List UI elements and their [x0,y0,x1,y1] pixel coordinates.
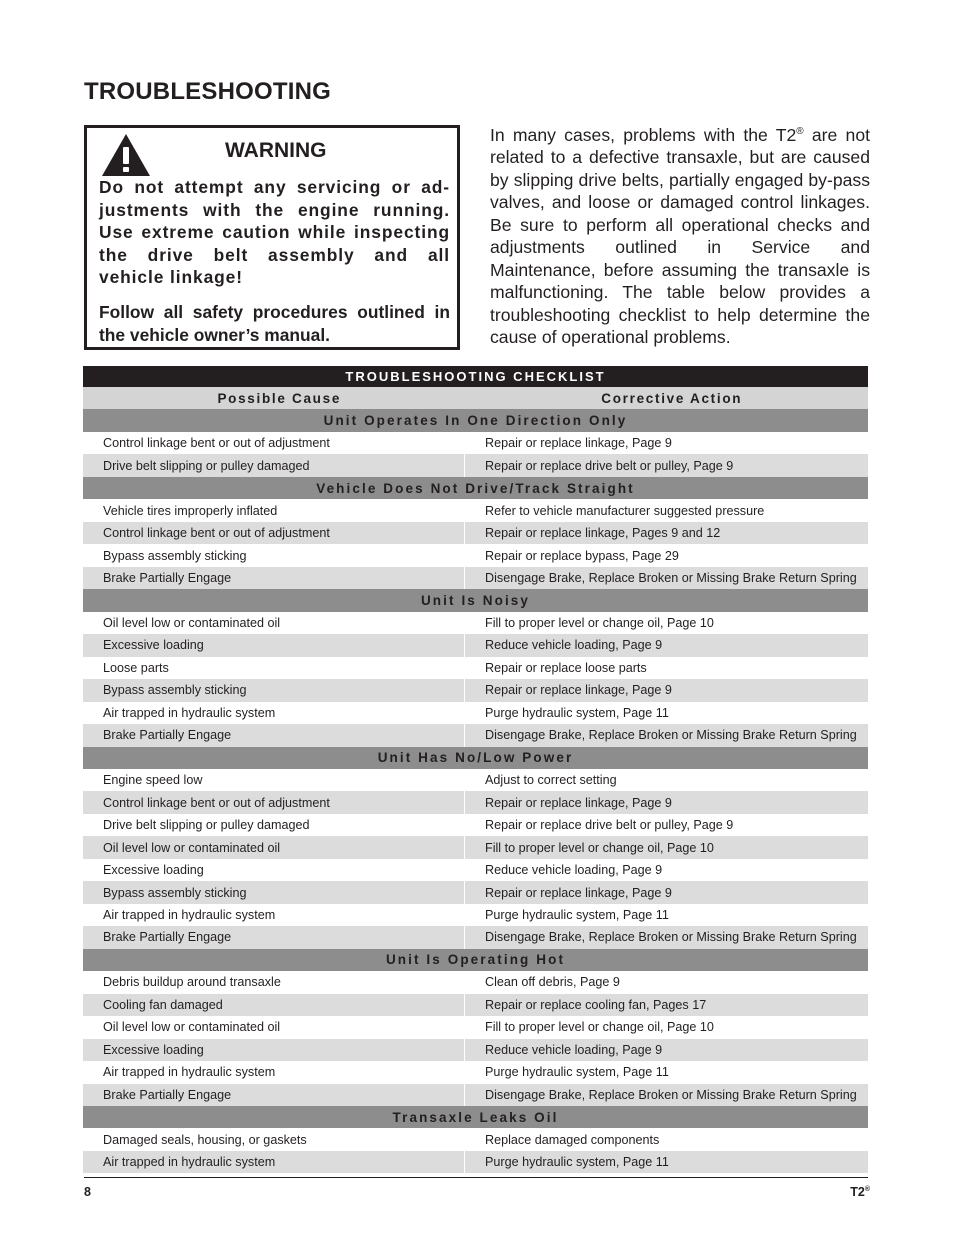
table-row [83,881,868,903]
corrective-action-cell: Repair or replace drive belt or pulley, Page 9 [485,458,734,473]
table-row [83,791,868,813]
table-row [83,724,868,746]
possible-cause-cell: Drive belt slipping or pulley damaged [83,454,465,476]
registered-mark: ® [796,126,804,137]
possible-cause-cell: Control linkage bent or out of adjustment [83,791,465,813]
warning-safety-text: Follow all safety procedures outlined in the vehicle owner’s manual. [99,302,450,345]
possible-cause-cell: Engine speed low [83,769,465,791]
corrective-action-cell: Repair or replace linkage, Pages 9 and 12 [485,526,721,541]
possible-cause-cell: Air trapped in hydraulic system [83,904,465,926]
intro-text-start: In many cases, problems with the T2 [490,124,797,145]
table-row [83,1084,868,1106]
column-header-action: Corrective Action [601,390,743,406]
corrective-action-cell: Disengage Brake, Replace Broken or Missing Brake Return Spring [485,1087,857,1102]
warning-heading: WARNING [225,139,327,162]
corrective-action-cell: Repair or replace linkage, Page 9 [485,683,672,698]
intro-text-rest: are not related to a defective transaxle, but are caused by slipping drive belts, partially engaged by-pass valves, and loose or damaged control linkages. Be sure to perform all operational checks and adjustments outlined in Service and Maintenance, before assuming the transaxle is malfunctioning. The table below provides a troubleshooting checklist to help determine the cause of operational problems. [490,124,870,348]
table-row [83,612,868,634]
corrective-action-cell: Reduce vehicle loading, Page 9 [485,863,663,878]
warning-text: Do not attempt any servicing or ad-justments with the engine running. Use extreme caution while inspecting the drive belt assembly and all vehicle linkage! [99,177,450,287]
possible-cause-cell: Oil level low or contaminated oil [83,836,465,858]
table-row [83,544,868,566]
possible-cause-cell: Brake Partially Engage [83,926,465,948]
column-header-cause: Possible Cause [217,390,342,406]
table-row [83,657,868,679]
corrective-action-cell: Purge hydraulic system, Page 11 [485,705,669,720]
checklist-body [83,409,868,1173]
table-row [83,634,868,656]
intro-paragraph [490,121,870,349]
possible-cause-cell: Loose parts [83,657,465,679]
product-registered-mark: ® [864,1185,870,1193]
checklist-title: TROUBLESHOOTING CHECKLIST [83,366,868,387]
possible-cause-cell: Drive belt slipping or pulley damaged [83,814,465,836]
table-row [83,1039,868,1061]
table-row [83,499,868,521]
corrective-action-cell: Disengage Brake, Replace Broken or Missing Brake Return Spring [485,570,857,585]
possible-cause-cell: Air trapped in hydraulic system [83,702,465,724]
possible-cause-cell: Air trapped in hydraulic system [83,1061,465,1083]
possible-cause-cell: Cooling fan damaged [83,994,465,1016]
page-title: TROUBLESHOOTING [84,78,331,105]
possible-cause-cell: Control linkage bent or out of adjustment [83,522,465,544]
possible-cause-cell: Vehicle tires improperly inflated [83,499,465,521]
corrective-action-cell: Repair or replace loose parts [485,660,647,675]
section-heading: Unit Operates In One Direction Only [83,409,868,431]
warning-triangle-icon [101,133,151,177]
corrective-action-cell: Repair or replace drive belt or pulley, Page 9 [485,818,734,833]
possible-cause-cell: Oil level low or contaminated oil [83,612,465,634]
possible-cause-cell: Bypass assembly sticking [83,679,465,701]
corrective-action-cell: Repair or replace cooling fan, Pages 17 [485,997,707,1012]
table-row [83,769,868,791]
checklist-header-row [83,387,868,409]
table-row [83,1151,868,1173]
table-row [83,1061,868,1083]
possible-cause-cell: Excessive loading [83,1039,465,1061]
table-row [83,859,868,881]
table-row [83,836,868,858]
table-row [83,432,868,454]
corrective-action-cell: Refer to vehicle manufacturer suggested pressure [485,503,765,518]
corrective-action-cell: Adjust to correct setting [485,773,617,788]
table-row [83,904,868,926]
possible-cause-cell: Excessive loading [83,634,465,656]
troubleshooting-checklist-table [83,366,868,1173]
possible-cause-cell: Brake Partially Engage [83,724,465,746]
possible-cause-cell: Bypass assembly sticking [83,881,465,903]
section-heading: Unit Has No/Low Power [83,747,868,769]
corrective-action-cell: Repair or replace linkage, Page 9 [485,436,672,451]
possible-cause-cell: Bypass assembly sticking [83,544,465,566]
corrective-action-cell: Fill to proper level or change oil, Page 10 [485,840,714,855]
possible-cause-cell: Air trapped in hydraulic system [83,1151,465,1173]
table-row [83,702,868,724]
corrective-action-cell: Purge hydraulic system, Page 11 [485,908,669,923]
possible-cause-cell: Excessive loading [83,859,465,881]
possible-cause-cell: Brake Partially Engage [83,567,465,589]
table-row [83,814,868,836]
corrective-action-cell: Purge hydraulic system, Page 11 [485,1065,669,1080]
corrective-action-cell: Fill to proper level or change oil, Page 10 [485,615,714,630]
corrective-action-cell: Repair or replace linkage, Page 9 [485,795,672,810]
table-row [83,522,868,544]
footer-rule [84,1177,868,1178]
section-heading: Transaxle Leaks Oil [83,1106,868,1128]
section-heading: Vehicle Does Not Drive/Track Straight [83,477,868,499]
table-row [83,679,868,701]
table-row [83,1016,868,1038]
possible-cause-cell: Control linkage bent or out of adjustment [83,432,465,454]
corrective-action-cell: Disengage Brake, Replace Broken or Missing Brake Return Spring [485,728,857,743]
corrective-action-cell: Disengage Brake, Replace Broken or Missing Brake Return Spring [485,930,857,945]
corrective-action-cell: Reduce vehicle loading, Page 9 [485,638,663,653]
possible-cause-cell: Damaged seals, housing, or gaskets [83,1128,465,1150]
warning-box [84,125,460,350]
possible-cause-cell: Debris buildup around transaxle [83,971,465,993]
corrective-action-cell: Fill to proper level or change oil, Page 10 [485,1020,714,1035]
section-heading: Unit Is Operating Hot [83,949,868,971]
table-row [83,454,868,476]
product-name [850,1185,870,1199]
corrective-action-cell: Replace damaged components [485,1132,660,1147]
table-row [83,971,868,993]
product-label: T2 [850,1185,865,1199]
corrective-action-cell: Reduce vehicle loading, Page 9 [485,1042,663,1057]
corrective-action-cell: Repair or replace linkage, Page 9 [485,885,672,900]
possible-cause-cell: Brake Partially Engage [83,1084,465,1106]
corrective-action-cell: Repair or replace bypass, Page 29 [485,548,679,563]
corrective-action-cell: Clean off debris, Page 9 [485,975,620,990]
corrective-action-cell: Purge hydraulic system, Page 11 [485,1155,669,1170]
table-row [83,926,868,948]
page-number: 8 [84,1185,91,1199]
section-heading: Unit Is Noisy [83,589,868,611]
possible-cause-cell: Oil level low or contaminated oil [83,1016,465,1038]
table-row [83,994,868,1016]
table-row [83,567,868,589]
table-row [83,1128,868,1150]
